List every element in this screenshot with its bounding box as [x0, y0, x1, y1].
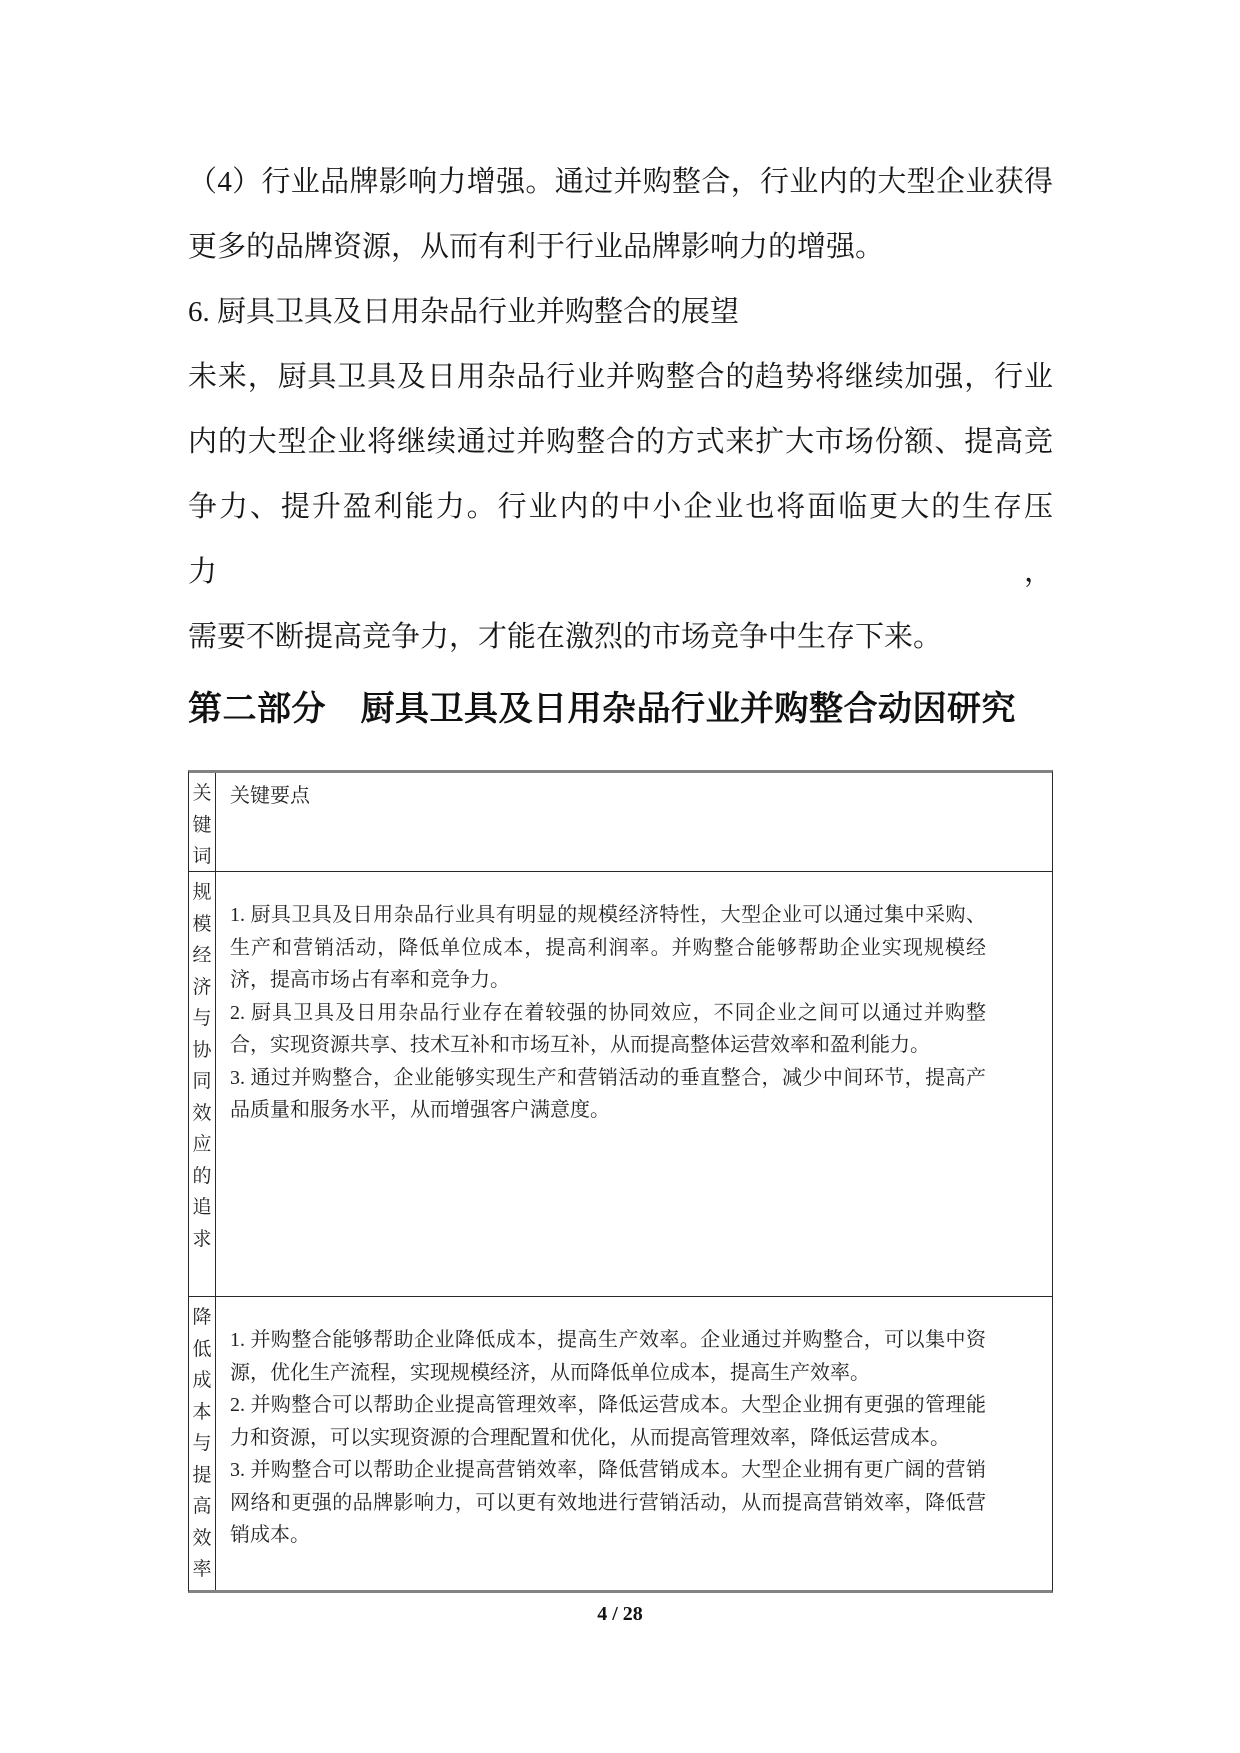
keyword-char: 经 — [192, 945, 212, 966]
keyword-char: 追 — [192, 1197, 212, 1218]
paragraph — [188, 150, 1053, 280]
point-paragraph: 1. 厨具卫具及日用杂品行业具有明显的规模经济特性，大型企业可以通过集中采购、生产和营销活动，降低单位成本，提高利润率。并购整合能够帮助企业实现规模经济，提高市场占有率和竞争力。 — [230, 904, 986, 991]
key-points-table — [188, 770, 1053, 1593]
keyword-char: 与 — [192, 1433, 212, 1454]
keyword-char: 应 — [192, 1134, 212, 1155]
paragraph-line: （4）行业品牌影响力增强。通过并购整合，行业内的大型企业获得 — [188, 166, 1053, 198]
section-heading: 第二部分 厨具卫具及日用杂品行业并购整合动因研究 — [188, 691, 1016, 728]
points-cell — [216, 1297, 1052, 1590]
keyword-char: 关 — [192, 783, 212, 804]
paragraph-line: 争力、提升盈利能力。行业内的中小企业也将面临更大的生存压力， — [188, 491, 1053, 588]
keyword-char: 提 — [192, 1464, 212, 1486]
keyword-cell — [189, 1297, 216, 1590]
paragraph — [188, 280, 1053, 345]
keyword-header-cell — [189, 773, 216, 871]
paragraph-line: 6. 厨具卫具及日用杂品行业并购整合的展望 — [188, 296, 740, 328]
keyword-cell — [189, 872, 216, 1296]
points-header-cell — [216, 773, 1052, 871]
keyword-char: 求 — [192, 1228, 212, 1250]
paragraph — [188, 345, 1053, 670]
paragraph-line: 未来，厨具卫具及日用杂品行业并购整合的趋势将继续加强，行业 — [188, 361, 1053, 393]
keyword-char: 济 — [192, 976, 212, 998]
keyword-char: 效 — [192, 1527, 212, 1549]
point-paragraph: 1. 并购整合能够帮助企业降低成本，提高生产效率。企业通过并购整合，可以集中资源，优化生产流程，实现规模经济，从而降低单位成本，提高生产效率。 — [230, 1329, 986, 1384]
point-paragraph: 2. 并购整合可以帮助企业提高管理效率，降低运营成本。大型企业拥有更强的管理能力和资源，可以实现资源的合理配置和优化，从而提高管理效率，降低运营成本。 — [230, 1394, 986, 1449]
keyword-char: 键 — [192, 814, 212, 836]
keyword-char: 协 — [192, 1039, 212, 1061]
table-row — [189, 871, 1052, 1296]
keyword-char: 规 — [192, 882, 212, 903]
point-paragraph: 3. 并购整合可以帮助企业提高营销效率，降低营销成本。大型企业拥有更广阔的营销网络和更强的品牌影响力，可以更有效地进行营销活动，从而提高营销效率，降低营销成本。 — [230, 1459, 986, 1546]
keyword-char: 模 — [192, 913, 212, 935]
paragraph-line: 内的大型企业将继续通过并购整合的方式来扩大市场份额、提高竞 — [188, 426, 1053, 458]
point-paragraph: 关键要点 — [230, 785, 310, 807]
keyword-char: 同 — [192, 1071, 212, 1092]
keyword-char: 的 — [192, 1165, 212, 1187]
keyword-char: 降 — [192, 1307, 212, 1328]
keyword-char: 与 — [192, 1008, 212, 1029]
point-paragraph: 3. 通过并购整合，企业能够实现生产和营销活动的垂直整合，减少中间环节，提高产品质量和服务水平，从而增强客户满意度。 — [230, 1066, 986, 1121]
keyword-char: 高 — [192, 1496, 212, 1517]
points-cell — [216, 872, 1052, 1296]
keyword-char: 效 — [192, 1102, 212, 1124]
page-number: 4 / 28 — [597, 1603, 643, 1625]
point-paragraph: 2. 厨具卫具及日用杂品行业存在着较强的协同效应，不同企业之间可以通过并购整合，实现资源共享、技术互补和市场互补，从而提高整体运营效率和盈利能力。 — [230, 1001, 986, 1056]
keyword-char: 词 — [192, 846, 212, 867]
table-header-row — [189, 773, 1052, 871]
body-paragraphs — [188, 150, 1053, 670]
paragraph-line: 需要不断提高竞争力，才能在激烈的市场竞争中生存下来。 — [188, 621, 943, 653]
keyword-char: 低 — [192, 1338, 212, 1360]
page-footer — [0, 1603, 1240, 1626]
keyword-char: 成 — [192, 1370, 212, 1391]
keyword-char: 率 — [192, 1559, 212, 1580]
table-row — [189, 1296, 1052, 1590]
paragraph-line: 更多的品牌资源，从而有利于行业品牌影响力的增强。 — [188, 231, 885, 263]
keyword-char: 本 — [192, 1401, 212, 1423]
